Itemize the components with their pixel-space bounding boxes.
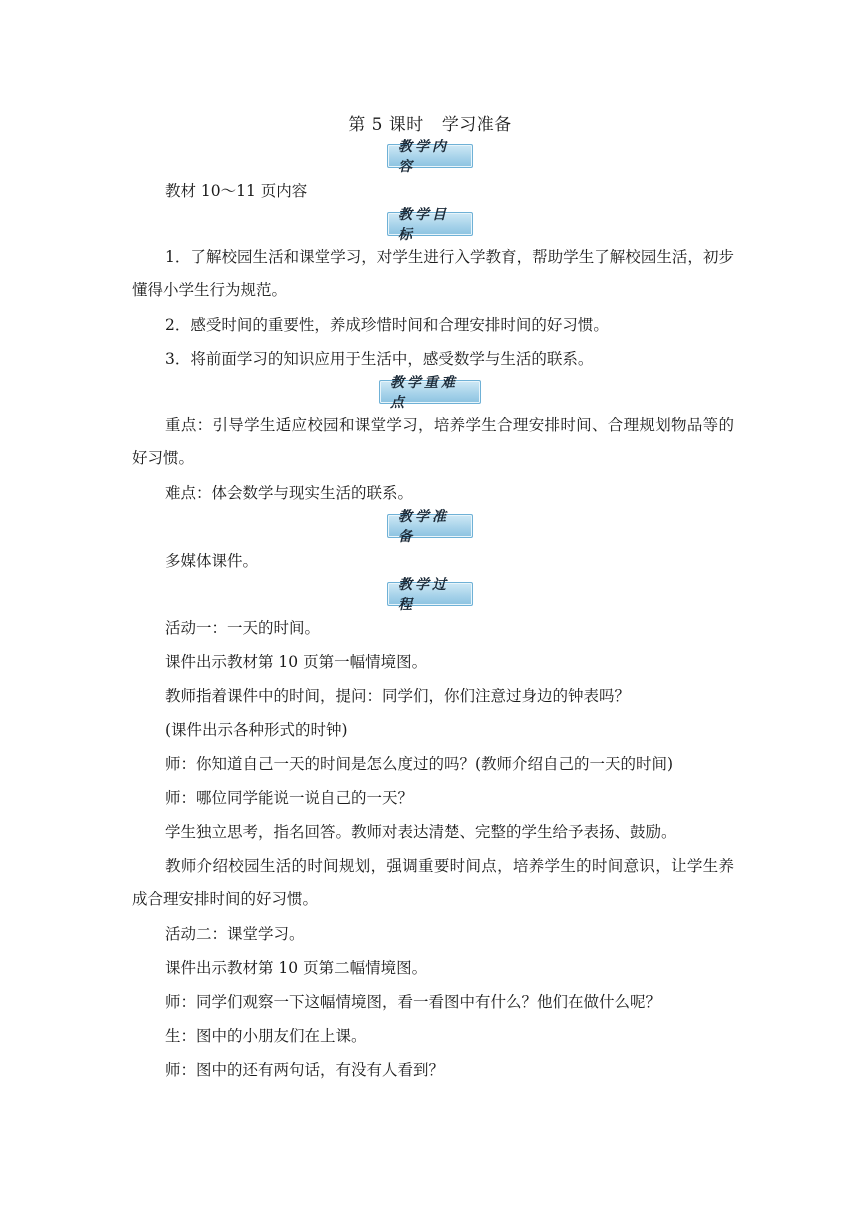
process-paragraph-2: 课件出示教材第 10 页第一幅情境图。 bbox=[165, 653, 428, 671]
section-badge-prep: 教学准备 bbox=[387, 514, 473, 538]
process-paragraph-8: 教师介绍校园生活的时间规划，强调重要时间点，培养学生的时间意识，让学生养成合理安排时间的好习惯。 bbox=[132, 857, 734, 908]
prep-paragraph: 多媒体课件。 bbox=[165, 552, 259, 570]
process-paragraph-1: 活动一：一天的时间。 bbox=[165, 619, 321, 637]
keypoint-paragraph-1: 重点：引导学生适应校园和课堂学习，培养学生合理安排时间、合理规划物品等的好习惯。 bbox=[132, 416, 734, 467]
process-paragraph-9: 活动二：课堂学习。 bbox=[165, 925, 305, 943]
section-badge-goals: 教学目标 bbox=[387, 212, 473, 236]
goal-paragraph-2: 2．感受时间的重要性，养成珍惜时间和合理安排时间的好习惯。 bbox=[165, 316, 609, 334]
lesson-name: 学习准备 bbox=[441, 115, 512, 135]
process-paragraph-7: 学生独立思考，指名回答。教师对表达清楚、完整的学生给予表扬、鼓励。 bbox=[165, 823, 677, 841]
section-badge-keypoints: 教学重难点 bbox=[379, 380, 481, 404]
process-paragraph-10: 课件出示教材第 10 页第二幅情境图。 bbox=[165, 959, 428, 977]
process-paragraph-5: 师：你知道自己一天的时间是怎么度过的吗？(教师介绍自己的一天的时间) bbox=[165, 755, 674, 773]
process-paragraph-11: 师：同学们观察一下这幅情境图，看一看图中有什么？他们在做什么呢？ bbox=[165, 993, 662, 1011]
keypoint-paragraph-2: 难点：体会数学与现实生活的联系。 bbox=[165, 484, 414, 502]
lesson-number: 第 5 课时 bbox=[348, 115, 424, 135]
goal-paragraph-3: 3．将前面学习的知识应用于生活中，感受数学与生活的联系。 bbox=[165, 350, 594, 368]
lesson-title bbox=[0, 110, 860, 135]
process-paragraph-12: 生：图中的小朋友们在上课。 bbox=[165, 1027, 367, 1045]
process-paragraph-13: 师：图中的还有两句话，有没有人看到？ bbox=[165, 1061, 445, 1079]
content-paragraph: 教材 10～11 页内容 bbox=[165, 182, 308, 200]
process-paragraph-6: 师：哪位同学能说一说自己的一天？ bbox=[165, 789, 414, 807]
section-badge-process: 教学过程 bbox=[387, 582, 473, 606]
process-paragraph-3: 教师指着课件中的时间，提问：同学们，你们注意过身边的钟表吗？ bbox=[165, 687, 631, 705]
section-badge-content: 教学内容 bbox=[387, 144, 473, 168]
goal-paragraph-1: 1．了解校园生活和课堂学习，对学生进行入学教育，帮助学生了解校园生活，初步懂得小学生行为规范。 bbox=[132, 248, 734, 299]
process-paragraph-4: (课件出示各种形式的时钟) bbox=[165, 721, 348, 739]
